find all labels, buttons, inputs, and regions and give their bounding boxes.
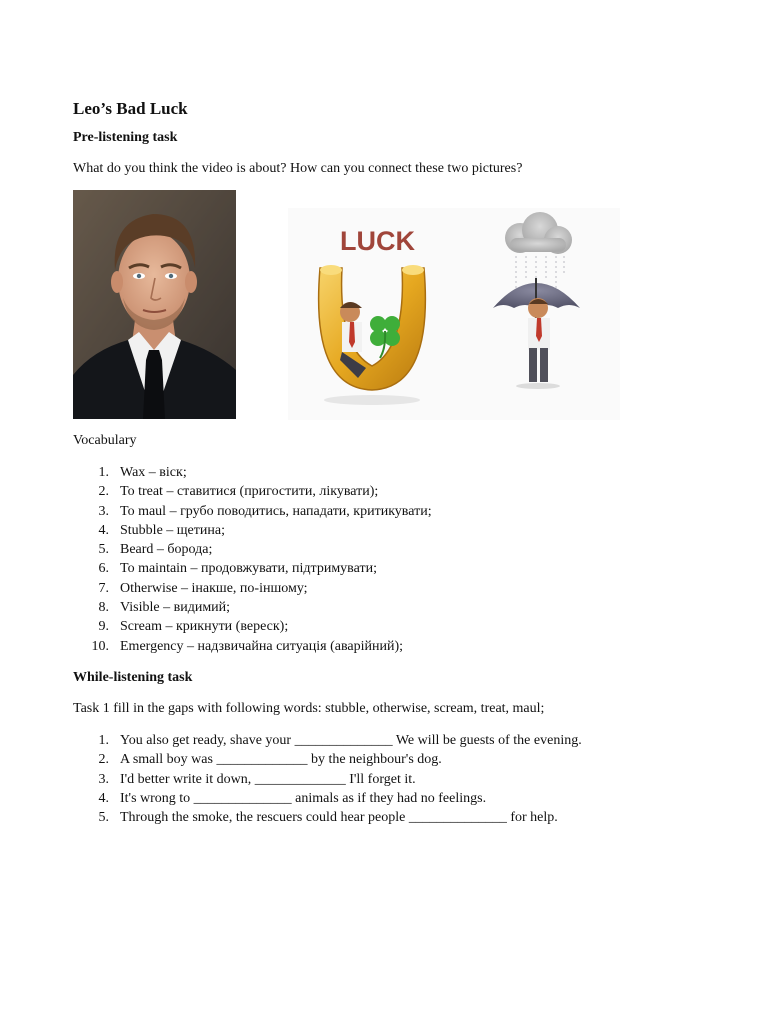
task1-instructions: Task 1 fill in the gaps with following words: stubble, otherwise, scream, treat, maul; (73, 700, 545, 716)
luck-text: LUCK (340, 226, 415, 256)
vocabulary-heading: Vocabulary (73, 433, 137, 448)
list-item: 2. A small boy was _____________ by the neighbour's dog. (98, 752, 442, 768)
gap-fill-list (73, 731, 693, 827)
list-item: 1. You also get ready, shave your ______________ We will be guests of the evening. (98, 732, 582, 748)
list-item: 2. To treat – ставитися (пригостити, лікувати); (98, 484, 379, 500)
list-item: 3. To maul – грубо поводитись, нападати, критикувати; (98, 503, 432, 519)
list-item: 4. Stubble – щетина; (98, 522, 225, 538)
pre-listening-question: What do you think the video is about? How can you connect these two pictures? (73, 161, 523, 176)
list-item: 4. It's wrong to ______________ animals as if they had no feelings. (98, 790, 487, 806)
while-listening-heading: While-listening task (73, 669, 193, 685)
list-item: 7. Otherwise – інакше, по-іншому; (98, 580, 308, 596)
list-item: 3. I'd better write it down, _____________ I'll forget it. (98, 771, 416, 787)
list-item: 8. Visible – видимий; (98, 600, 231, 616)
list-item: 10. Emergency – надзвичайна ситуація (аварійний); (91, 638, 403, 654)
vocabulary-list (73, 463, 693, 656)
document-page (73, 96, 693, 827)
list-item: 6. To maintain – продовжувати, підтримувати; (98, 561, 377, 577)
pictures-row (73, 190, 693, 420)
document-title: Leo’s Bad Luck (73, 99, 188, 118)
list-item: 5. Beard – борода; (98, 542, 213, 558)
pre-listening-heading: Pre-listening task (73, 130, 178, 145)
list-item: 1. Wax – віск; (98, 465, 187, 480)
list-item: 5. Through the smoke, the rescuers could hear people ______________ for help. (98, 810, 558, 826)
list-item: 9. Scream – крикнути (вереск); (98, 619, 289, 635)
portrait-photo (73, 190, 236, 419)
luck-clipart (288, 208, 620, 420)
